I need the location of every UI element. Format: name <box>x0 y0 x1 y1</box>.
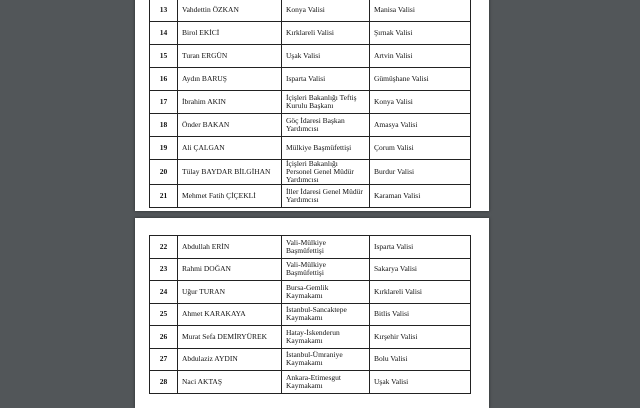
person-name: Tülay BAYDAR BİLGİHAN <box>178 160 282 185</box>
person-name: Turan ERGÜN <box>178 45 282 68</box>
appointments-table-1 <box>149 0 471 208</box>
current-position: Ankara-Etimesgut Kaymakamı <box>282 371 370 394</box>
table-row <box>150 348 471 371</box>
current-position: Bursa-Gemlik Kaymakamı <box>282 281 370 304</box>
person-name: Naci AKTAŞ <box>178 371 282 394</box>
current-position: Vali-Mülkiye Başmüfettişi <box>282 236 370 259</box>
row-number: 26 <box>150 326 178 349</box>
row-number: 17 <box>150 91 178 114</box>
row-number: 25 <box>150 303 178 326</box>
current-position: İçişleri Bakanlığı Personel Genel Müdür Yardımcısı <box>282 160 370 185</box>
row-number: 18 <box>150 114 178 137</box>
row-number: 21 <box>150 185 178 208</box>
table-row <box>150 114 471 137</box>
row-number: 16 <box>150 68 178 91</box>
new-position: Amasya Valisi <box>370 114 471 137</box>
row-number: 15 <box>150 45 178 68</box>
document-page-1 <box>135 0 489 211</box>
person-name: Ahmet KARAKAYA <box>178 303 282 326</box>
document-page-2 <box>135 218 489 408</box>
table-row <box>150 68 471 91</box>
current-position: İçişleri Bakanlığı Teftiş Kurulu Başkanı <box>282 91 370 114</box>
current-position: Vali-Mülkiye Başmüfettişi <box>282 258 370 281</box>
table-row <box>150 22 471 45</box>
table-row <box>150 137 471 160</box>
new-position: Çorum Valisi <box>370 137 471 160</box>
new-position: Isparta Valisi <box>370 236 471 259</box>
person-name: Uğur TURAN <box>178 281 282 304</box>
table-row <box>150 236 471 259</box>
person-name: Aydın BARUŞ <box>178 68 282 91</box>
row-number: 24 <box>150 281 178 304</box>
person-name: Abdullah ERİN <box>178 236 282 259</box>
row-number: 14 <box>150 22 178 45</box>
person-name: Abdulaziz AYDIN <box>178 348 282 371</box>
new-position: Bolu Valisi <box>370 348 471 371</box>
row-number: 23 <box>150 258 178 281</box>
new-position: Şırnak Valisi <box>370 22 471 45</box>
current-position: Göç İdaresi Başkan Yardımcısı <box>282 114 370 137</box>
current-position: Kırklareli Valisi <box>282 22 370 45</box>
new-position: Sakarya Valisi <box>370 258 471 281</box>
row-number: 13 <box>150 0 178 22</box>
row-number: 27 <box>150 348 178 371</box>
row-number: 22 <box>150 236 178 259</box>
current-position: Hatay-İskenderun Kaymakamı <box>282 326 370 349</box>
person-name: Ali ÇALGAN <box>178 137 282 160</box>
table-row <box>150 371 471 394</box>
new-position: Karaman Valisi <box>370 185 471 208</box>
table-row <box>150 45 471 68</box>
person-name: Rahmi DOĞAN <box>178 258 282 281</box>
table-row <box>150 326 471 349</box>
current-position: İstanbul-Sancaktepe Kaymakamı <box>282 303 370 326</box>
new-position: Uşak Valisi <box>370 371 471 394</box>
current-position: İller İdaresi Genel Müdür Yardımcısı <box>282 185 370 208</box>
new-position: Konya Valisi <box>370 91 471 114</box>
person-name: Murat Sefa DEMİRYÜREK <box>178 326 282 349</box>
person-name: Birol EKİCİ <box>178 22 282 45</box>
new-position: Manisa Valisi <box>370 0 471 22</box>
new-position: Kırşehir Valisi <box>370 326 471 349</box>
row-number: 19 <box>150 137 178 160</box>
appointments-table-2 <box>149 235 471 394</box>
current-position: Isparta Valisi <box>282 68 370 91</box>
table-row <box>150 160 471 185</box>
table-row <box>150 0 471 22</box>
new-position: Artvin Valisi <box>370 45 471 68</box>
row-number: 20 <box>150 160 178 185</box>
new-position: Gümüşhane Valisi <box>370 68 471 91</box>
table-row <box>150 185 471 208</box>
current-position: Mülkiye Başmüfettişi <box>282 137 370 160</box>
current-position: İstanbul-Ümraniye Kaymakamı <box>282 348 370 371</box>
table-row <box>150 91 471 114</box>
person-name: Mehmet Fatih ÇİÇEKLİ <box>178 185 282 208</box>
table-row <box>150 281 471 304</box>
new-position: Bitlis Valisi <box>370 303 471 326</box>
current-position: Konya Valisi <box>282 0 370 22</box>
row-number: 28 <box>150 371 178 394</box>
person-name: Önder BAKAN <box>178 114 282 137</box>
table-row <box>150 303 471 326</box>
person-name: İbrahim AKIN <box>178 91 282 114</box>
new-position: Kırklareli Valisi <box>370 281 471 304</box>
new-position: Burdur Valisi <box>370 160 471 185</box>
person-name: Vahdettin ÖZKAN <box>178 0 282 22</box>
table-row <box>150 258 471 281</box>
current-position: Uşak Valisi <box>282 45 370 68</box>
